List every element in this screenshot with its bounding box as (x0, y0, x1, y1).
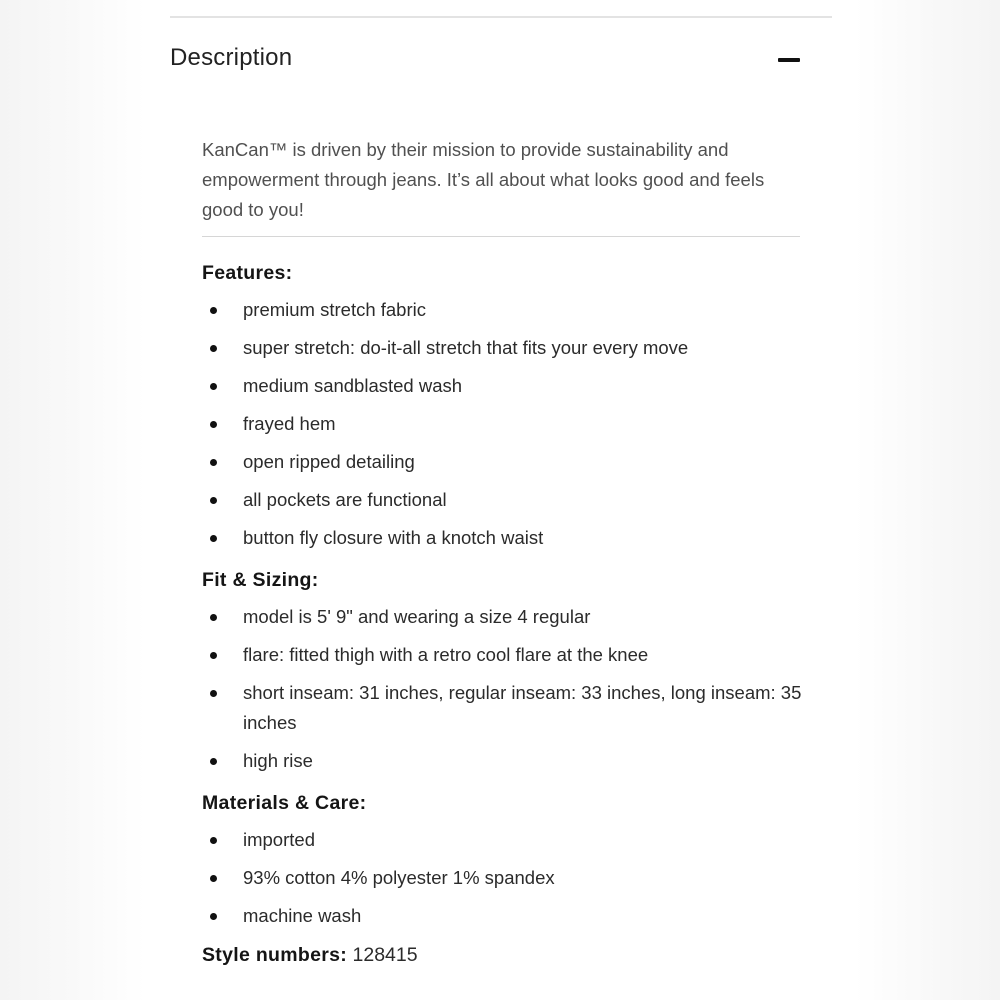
list-item: imported (202, 825, 822, 855)
intro-text: KanCan™ is driven by their mission to provide sustainability and empowerment through jeans. It’s all about what looks good and feels good to you! (202, 139, 765, 220)
fit-sizing-list (202, 602, 822, 784)
intro-divider (202, 236, 800, 237)
bullet-icon (210, 307, 217, 314)
list-item: all pockets are functional (202, 485, 822, 515)
bullet-icon (210, 913, 217, 920)
list-item: premium stretch fabric (202, 295, 822, 325)
style-numbers-value: 128415 (352, 944, 418, 966)
materials-care-list (202, 825, 822, 939)
bullet-icon (210, 875, 217, 882)
bullet-icon (210, 837, 217, 844)
bullet-icon (210, 345, 217, 352)
bullet-icon (210, 459, 217, 466)
list-item: medium sandblasted wash (202, 371, 822, 401)
bullet-icon (210, 690, 217, 697)
accordion-title[interactable]: Description (170, 44, 293, 71)
bullet-icon (210, 535, 217, 542)
style-numbers-label: Style numbers: (202, 944, 348, 966)
style-numbers (202, 944, 418, 967)
list-item: high rise (202, 746, 822, 776)
list-item: button fly closure with a knotch waist (202, 523, 822, 553)
bullet-icon (210, 383, 217, 390)
fit-sizing-heading: Fit & Sizing: (202, 569, 319, 591)
list-item: frayed hem (202, 409, 822, 439)
bullet-icon (210, 652, 217, 659)
bullet-icon (210, 758, 217, 765)
features-list (202, 295, 822, 561)
list-item: 93% cotton 4% polyester 1% spandex (202, 863, 822, 893)
list-item: machine wash (202, 901, 822, 931)
minus-icon[interactable] (778, 58, 800, 62)
background-left (0, 0, 145, 1000)
features-heading: Features: (202, 262, 293, 284)
list-item: open ripped detailing (202, 447, 822, 477)
list-item: short inseam: 31 inches, regular inseam: 33 inches, long inseam: 35 inches (202, 678, 822, 738)
list-item: model is 5' 9" and wearing a size 4 regular (202, 602, 822, 632)
materials-care-heading: Materials & Care: (202, 792, 367, 814)
bullet-icon (210, 421, 217, 428)
list-item: super stretch: do-it-all stretch that fits your every move (202, 333, 822, 363)
bullet-icon (210, 614, 217, 621)
background-right (855, 0, 1000, 1000)
bullet-icon (210, 497, 217, 504)
description-panel (145, 0, 855, 1000)
list-item: flare: fitted thigh with a retro cool flare at the knee (202, 640, 822, 670)
